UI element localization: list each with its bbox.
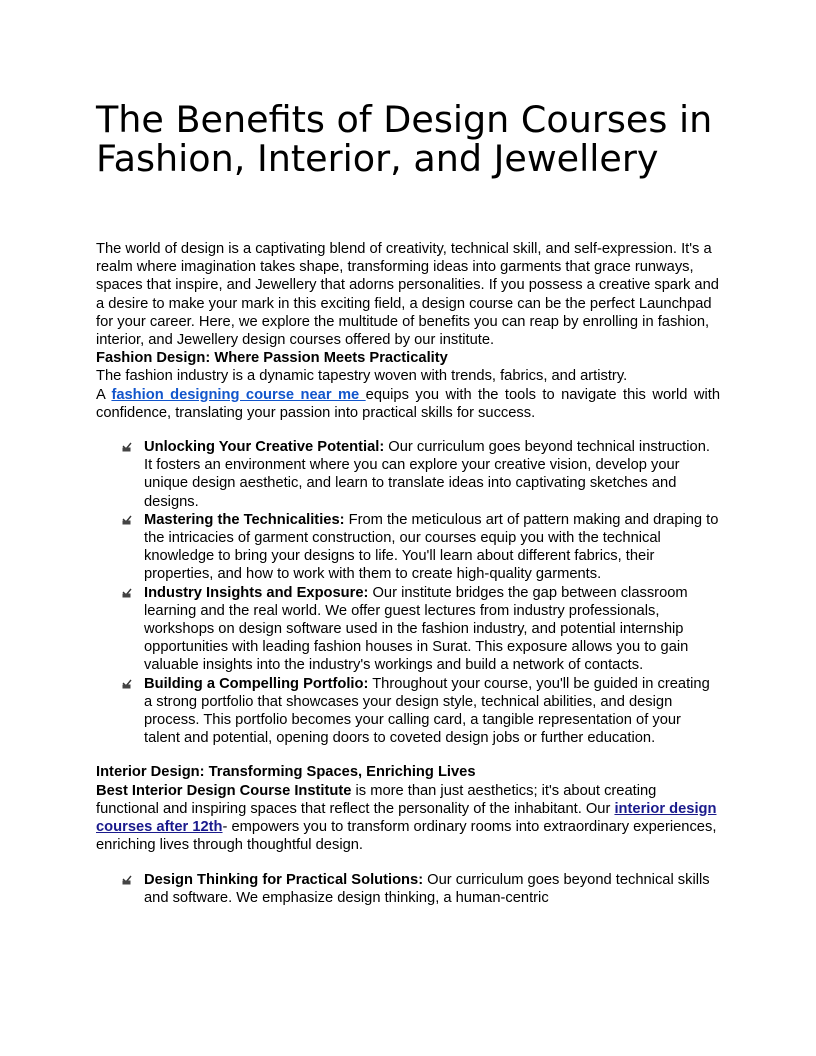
document-body (96, 240, 720, 907)
interior-para-suffix: - empowers you to transform ordinary rooms into extraordinary experiences, enriching lives through thoughtful design. (96, 819, 717, 854)
list-item-label: Mastering the Technicalities: (144, 511, 345, 528)
interior-heading: Interior Design: Transforming Spaces, Enriching Lives (96, 764, 476, 781)
fashion-para-suffix: equips you with the tools to navigate this world with confidence, translating your passion into practical skills for success. (96, 386, 721, 421)
list-item-label: Design Thinking for Practical Solutions: (144, 871, 424, 888)
fashion-paragraph (96, 386, 720, 422)
checkbox-bullet-icon (122, 679, 132, 689)
interior-para-mid: is more than just aesthetics; it's about creating functional and inspiring spaces that reflect the personality of the inhabitant. Our (96, 782, 657, 817)
list-item (96, 438, 720, 511)
list-item-label: Unlocking Your Creative Potential: (144, 439, 385, 456)
checkbox-bullet-icon (122, 875, 132, 885)
intro-paragraph: The world of design is a captivating blend of creativity, technical skill, and self-expression. It's a realm where imagination takes shape, transforming ideas into garments that grace runways, spaces that inspire, and Jewellery that adorns personalities. If you possess a creative spark and a desire to make your mark in this exciting field, a design course can be the perfect Launchpad for your career. Here, we explore the multitude of benefits you can reap by enrolling in fashion, interior, and Jewellery design courses offered by our institute. (96, 241, 719, 349)
list-item-label: Industry Insights and Exposure: (144, 584, 369, 601)
list-item-label: Building a Compelling Portfolio: (144, 675, 369, 692)
list-item-text: Our curriculum goes beyond technical instruction. It fosters an environment where you can explore your creative vision, develop your unique design aesthetic, and learn to translate ideas into captivating sketches and designs. (144, 439, 710, 510)
checkbox-bullet-icon (122, 588, 132, 598)
list-item (96, 675, 720, 748)
interior-paragraph (96, 782, 720, 855)
interior-benefits-list (96, 871, 720, 907)
list-item (96, 584, 720, 675)
fashion-benefits-list (96, 438, 720, 747)
list-item-text: Throughout your course, you'll be guided in creating a strong portfolio that showcases your design style, technical abilities, and design process. This portfolio becomes your calling card, a tangible representation of your talent and potential, opening doors to coveted design jobs or further education. (144, 675, 710, 747)
checkbox-bullet-icon (122, 442, 132, 452)
list-item-text: From the meticulous art of pattern making and draping to the intricacies of garment construction, our courses equip you with the technical knowledge to bring your designs to life. You'll learn about different fabrics, their properties, and how to work with them to create high-quality garments. (144, 511, 719, 583)
fashion-heading: Fashion Design: Where Passion Meets Practicality (96, 350, 448, 367)
list-item-text: Our institute bridges the gap between classroom learning and the real world. We offer guest lectures from industry professionals, workshops on design software used in the fashion industry, and potential internship opportunities with leading fashion houses in Surat. This exposure allows you to gain valuable insights into the industry's workings and build a network of contacts. (144, 584, 689, 674)
list-item-text: Our curriculum goes beyond technical skills and software. We emphasize design thinking, a human-centric (144, 871, 710, 906)
interior-course-link[interactable]: interior design courses after 12th (96, 800, 717, 836)
page-title: The Benefits of Design Courses in Fashion, Interior, and Jewellery (96, 98, 713, 180)
fashion-course-link[interactable]: fashion designing course near me (111, 386, 366, 403)
list-item (96, 511, 720, 584)
checkbox-bullet-icon (122, 515, 132, 525)
fashion-para-prefix: A (96, 386, 112, 403)
interior-bold-lead: Best Interior Design Course Institute (96, 782, 352, 799)
fashion-paragraph-line1: The fashion industry is a dynamic tapestry woven with trends, fabrics, and artistry. (96, 368, 628, 385)
list-item (96, 871, 720, 907)
